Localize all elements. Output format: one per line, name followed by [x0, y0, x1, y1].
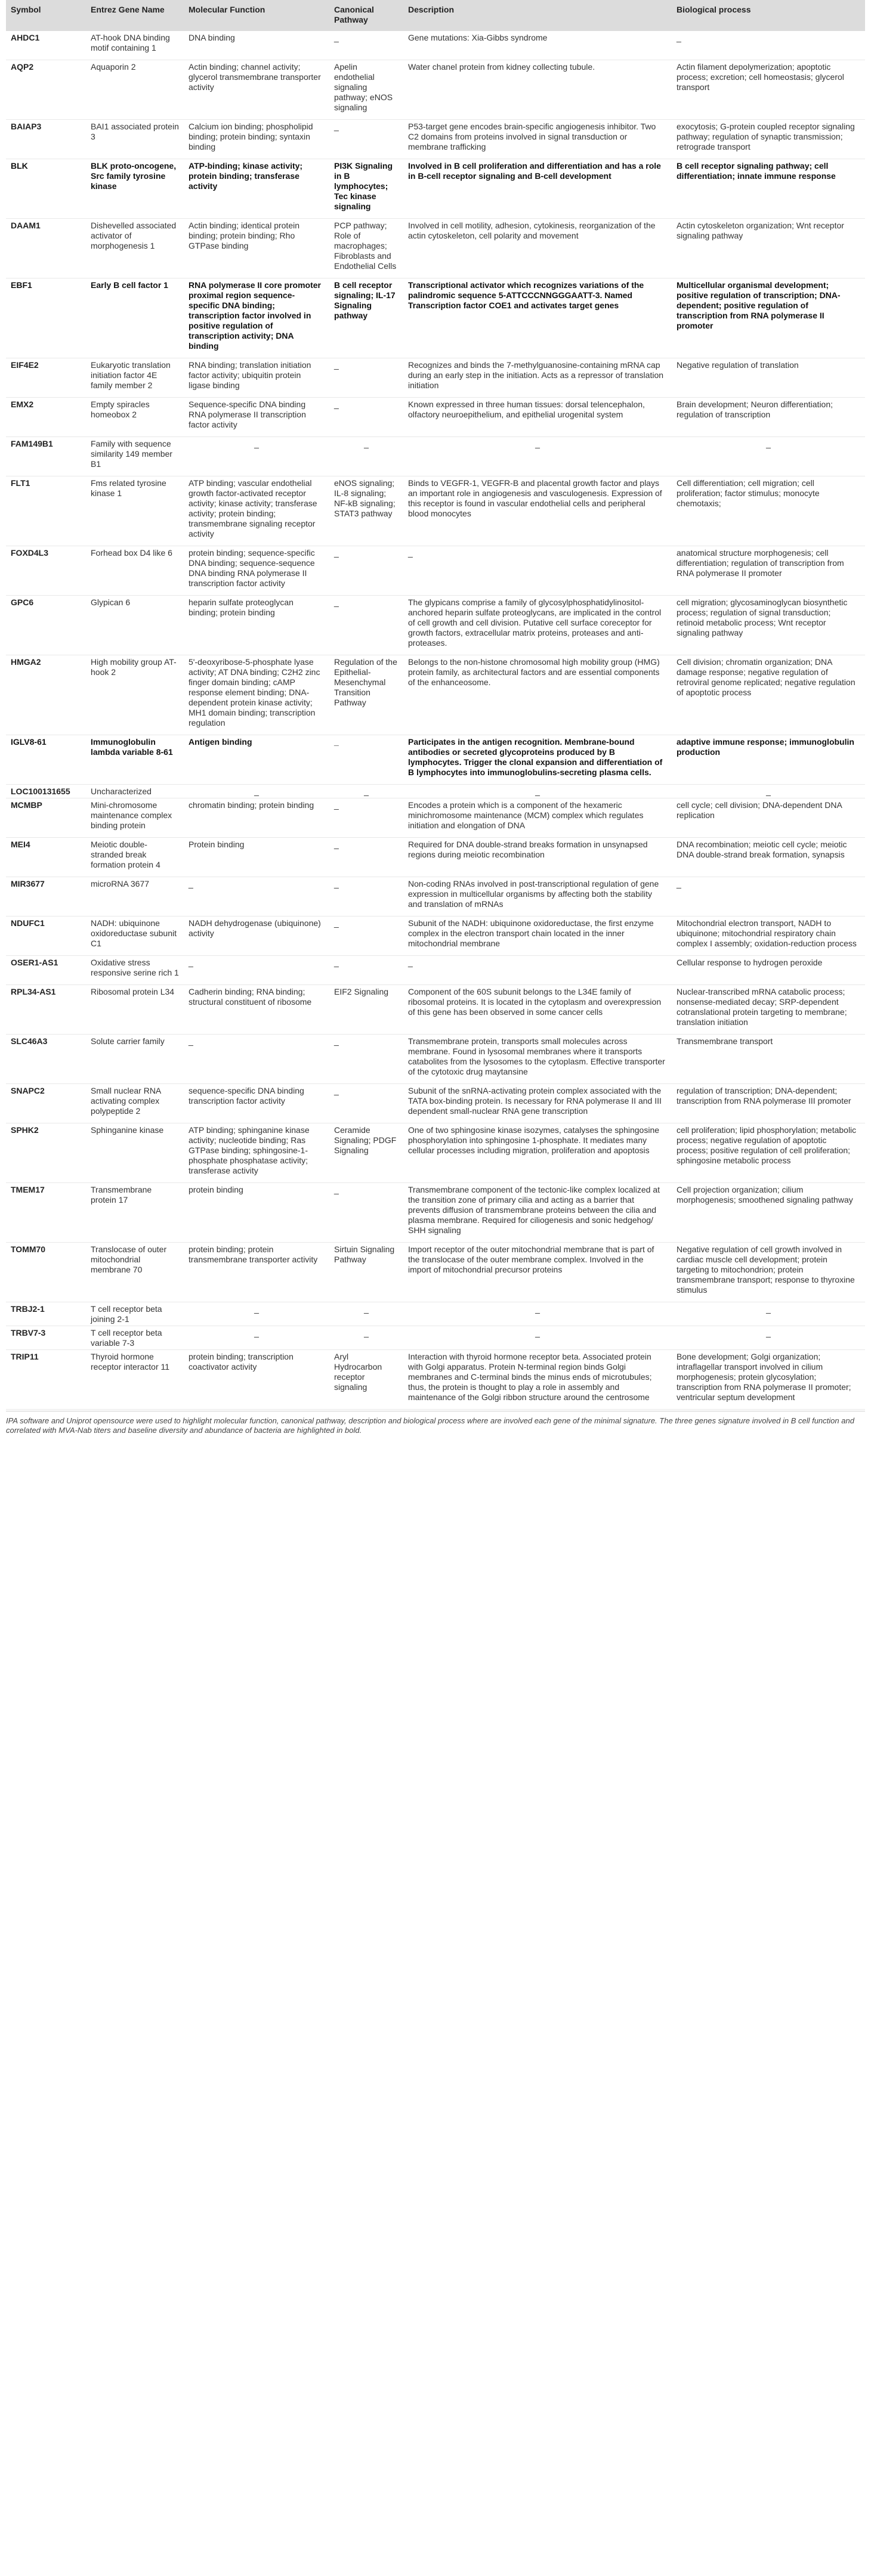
cell-entrez-gene-name: High mobility group AT-hook 2 — [86, 655, 184, 735]
cell-entrez-gene-name: T cell receptor beta joining 2-1 — [86, 1302, 184, 1326]
cell-molecular-function: _ — [184, 877, 329, 917]
cell-symbol: NDUFC1 — [6, 917, 86, 956]
cell-molecular-function: heparin sulfate proteoglycan binding; protein binding — [184, 596, 329, 655]
header-symbol: Symbol — [6, 0, 86, 31]
cell-molecular-function: Cadherin binding; RNA binding; structural constituent of ribosome — [184, 985, 329, 1035]
cell-molecular-function: _ — [184, 1302, 329, 1326]
cell-canonical-pathway: _ — [329, 1326, 403, 1350]
cell-symbol: FOXD4L3 — [6, 546, 86, 596]
cell-entrez-gene-name: Transmembrane protein 17 — [86, 1183, 184, 1243]
cell-molecular-function: _ — [184, 1035, 329, 1084]
table-row — [6, 1350, 865, 1410]
cell-molecular-function: Calcium ion binding; phospholipid binding; protein binding; syntaxin binding — [184, 120, 329, 159]
cell-entrez-gene-name: Oxidative stress responsive serine rich 1 — [86, 956, 184, 985]
cell-entrez-gene-name: Family with sequence similarity 149 member B1 — [86, 437, 184, 476]
cell-molecular-function: Protein binding — [184, 838, 329, 877]
cell-biological-process: Multicellular organismal development; positive regulation of transcription; DNA-dependent; positive regulation of transcription from RNA polymerase II promoter — [672, 278, 865, 358]
cell-description: _ — [403, 956, 672, 985]
gene-annotation-table — [6, 0, 865, 1410]
cell-entrez-gene-name: Small nuclear RNA activating complex polypeptide 2 — [86, 1084, 184, 1123]
cell-entrez-gene-name: Solute carrier family — [86, 1035, 184, 1084]
cell-symbol: SNAPC2 — [6, 1084, 86, 1123]
cell-biological-process: Cellular response to hydrogen peroxide — [672, 956, 865, 985]
cell-biological-process: Nuclear-transcribed mRNA catabolic process; nonsense-mediated decay; SRP-dependent cotranslational protein targeting to membrane; translation initiation — [672, 985, 865, 1035]
table-row — [6, 437, 865, 476]
cell-description: Subunit of the snRNA-activating protein complex associated with the TATA box-binding protein. Is necessary for RNA polymerase II and III dependent small-nuclear RNA gene transcription — [403, 1084, 672, 1123]
cell-canonical-pathway: _ — [329, 1035, 403, 1084]
cell-molecular-function: _ — [184, 1326, 329, 1350]
table-row — [6, 917, 865, 956]
cell-canonical-pathway: _ — [329, 120, 403, 159]
table-row — [6, 1243, 865, 1302]
cell-description: Binds to VEGFR-1, VEGFR-B and placental growth factor and plays an important role in angiogenesis and vasculogenesis. Expression of this receptor is found in vascular endothelial cells and peripheral blood monocytes — [403, 476, 672, 546]
cell-symbol: TOMM70 — [6, 1243, 86, 1302]
cell-symbol: SPHK2 — [6, 1123, 86, 1183]
cell-symbol: LOC100131655 — [6, 785, 86, 798]
cell-description: _ — [403, 1326, 672, 1350]
cell-entrez-gene-name: Uncharacterized — [86, 785, 184, 798]
cell-canonical-pathway: _ — [329, 956, 403, 985]
table-row — [6, 476, 865, 546]
table-row — [6, 877, 865, 917]
cell-description: Encodes a protein which is a component of the hexameric minichromosome maintenance (MCM) complex which regulates initiation and elongation of DNA — [403, 798, 672, 838]
table-row — [6, 546, 865, 596]
cell-symbol: TRIP11 — [6, 1350, 86, 1410]
cell-entrez-gene-name: Meiotic double-stranded break formation protein 4 — [86, 838, 184, 877]
table-body — [6, 31, 865, 1410]
cell-canonical-pathway: PI3K Signaling in B lymphocytes; Tec kinase signaling — [329, 159, 403, 219]
cell-symbol: EMX2 — [6, 398, 86, 437]
cell-molecular-function: ATP binding; sphinganine kinase activity; nucleotide binding; Ras GTPase binding; sphingosine-1-phosphate phosphatase activity; transferase activity — [184, 1123, 329, 1183]
table-row — [6, 838, 865, 877]
cell-biological-process: adaptive immune response; immunoglobulin production — [672, 735, 865, 785]
cell-entrez-gene-name: Fms related tyrosine kinase 1 — [86, 476, 184, 546]
cell-molecular-function: Actin binding; channel activity; glycerol transmembrane transporter activity — [184, 60, 329, 120]
cell-canonical-pathway: _ — [329, 1084, 403, 1123]
cell-description: One of two sphingosine kinase isozymes, catalyses the sphingosine phosphorylation into sphingosine 1-phosphate. It mediates many cellular processes including migration, proliferation and apoptosis — [403, 1123, 672, 1183]
cell-canonical-pathway: _ — [329, 596, 403, 655]
cell-symbol: IGLV8-61 — [6, 735, 86, 785]
cell-biological-process: Mitochondrial electron transport, NADH to ubiquinone; mitochondrial respiratory chain complex I assembly; oxidation-reduction process — [672, 917, 865, 956]
cell-symbol: BLK — [6, 159, 86, 219]
cell-description: Import receptor of the outer mitochondrial membrane that is part of the translocase of the outer membrane complex. Involved in the import of mitochondrial precursor proteins — [403, 1243, 672, 1302]
table-row — [6, 219, 865, 278]
table-row — [6, 798, 865, 838]
cell-molecular-function: Antigen binding — [184, 735, 329, 785]
header-description: Description — [403, 0, 672, 31]
cell-description: Component of the 60S subunit belongs to the L34E family of ribosomal proteins. It is located in the cytoplasm and overexpression of this gene has been observed in some cancer cells — [403, 985, 672, 1035]
cell-molecular-function: sequence-specific DNA binding transcription factor activity — [184, 1084, 329, 1123]
cell-entrez-gene-name: NADH: ubiquinone oxidoreductase subunit C1 — [86, 917, 184, 956]
cell-canonical-pathway: _ — [329, 838, 403, 877]
cell-entrez-gene-name: Mini-chromosome maintenance complex binding protein — [86, 798, 184, 838]
table-row — [6, 159, 865, 219]
cell-entrez-gene-name: BLK proto-oncogene, Src family tyrosine kinase — [86, 159, 184, 219]
cell-molecular-function: Actin binding; identical protein binding; protein binding; Rho GTPase binding — [184, 219, 329, 278]
cell-symbol: OSER1-AS1 — [6, 956, 86, 985]
table-row — [6, 60, 865, 120]
cell-symbol: DAAM1 — [6, 219, 86, 278]
cell-symbol: SLC46A3 — [6, 1035, 86, 1084]
cell-entrez-gene-name: Eukaryotic translation initiation factor 4E family member 2 — [86, 358, 184, 398]
cell-canonical-pathway: Regulation of the Epithelial-Mesenchymal Transition Pathway — [329, 655, 403, 735]
table-row — [6, 1123, 865, 1183]
cell-biological-process: exocytosis; G-protein coupled receptor signaling pathway; regulation of synaptic transmission; retrograde transport — [672, 120, 865, 159]
cell-description: Transmembrane component of the tectonic-like complex localized at the transition zone of primary cilia and acting as a barrier that prevents diffusion of transmembrane proteins between the cilia and plasma membrane. Required for ciliogenesis and sonic hedgehog/ SHH signaling — [403, 1183, 672, 1243]
cell-biological-process: _ — [672, 785, 865, 798]
cell-symbol: AQP2 — [6, 60, 86, 120]
cell-description: _ — [403, 546, 672, 596]
table-row — [6, 1326, 865, 1350]
cell-description: _ — [403, 785, 672, 798]
cell-description: Required for DNA double-strand breaks formation in unsynapsed regions during meiotic recombination — [403, 838, 672, 877]
cell-entrez-gene-name: Sphinganine kinase — [86, 1123, 184, 1183]
cell-description: Involved in B cell proliferation and differentiation and has a role in B-cell receptor signaling and B-cell development — [403, 159, 672, 219]
cell-entrez-gene-name: Immunoglobulin lambda variable 8-61 — [86, 735, 184, 785]
cell-description: Interaction with thyroid hormone receptor beta. Associated protein with Golgi apparatus. Protein N-terminal region binds Golgi membranes and C-terminal binds the minus ends of microtubules; thus, the protein is thought to play a role in assembly and maintenance of the Golgi ribbon structure around the centrosome — [403, 1350, 672, 1410]
cell-canonical-pathway: Aryl Hydrocarbon receptor signaling — [329, 1350, 403, 1410]
cell-biological-process: Brain development; Neuron differentiation; regulation of transcription — [672, 398, 865, 437]
cell-symbol: FAM149B1 — [6, 437, 86, 476]
cell-molecular-function: protein binding; protein transmembrane transporter activity — [184, 1243, 329, 1302]
cell-canonical-pathway: B cell receptor signaling; IL-17 Signaling pathway — [329, 278, 403, 358]
cell-canonical-pathway: _ — [329, 546, 403, 596]
cell-canonical-pathway: _ — [329, 31, 403, 60]
table-header-row — [6, 0, 865, 31]
cell-symbol: EIF4E2 — [6, 358, 86, 398]
cell-entrez-gene-name: Dishevelled associated activator of morphogenesis 1 — [86, 219, 184, 278]
cell-canonical-pathway: Sirtuin Signaling Pathway — [329, 1243, 403, 1302]
table-footnote: IPA software and Uniprot opensource were used to highlight molecular function, canonical pathway, description and biological process where are involved each gene of the minimal signature. The three genes signature involved in B cell function and correlated with MVA-Nab titers and baseline diversity and abundance of bacteria are highlighted in bold. — [6, 1411, 865, 1435]
header-entrez-gene-name: Entrez Gene Name — [86, 0, 184, 31]
cell-biological-process: _ — [672, 1326, 865, 1350]
cell-symbol: FLT1 — [6, 476, 86, 546]
table-row — [6, 398, 865, 437]
cell-description: Water chanel protein from kidney collecting tubule. — [403, 60, 672, 120]
cell-biological-process: anatomical structure morphogenesis; cell differentiation; regulation of transcription from RNA polymerase II promoter — [672, 546, 865, 596]
cell-molecular-function: RNA binding; translation initiation factor activity; ubiquitin protein ligase binding — [184, 358, 329, 398]
cell-entrez-gene-name: Early B cell factor 1 — [86, 278, 184, 358]
header-biological-process: Biological process — [672, 0, 865, 31]
cell-canonical-pathway: Ceramide Signaling; PDGF Signaling — [329, 1123, 403, 1183]
cell-description: Involved in cell motility, adhesion, cytokinesis, reorganization of the actin cytoskeleton, cell polarity and movement — [403, 219, 672, 278]
cell-entrez-gene-name: Translocase of outer mitochondrial membrane 70 — [86, 1243, 184, 1302]
cell-description: _ — [403, 1302, 672, 1326]
cell-molecular-function: _ — [184, 437, 329, 476]
cell-symbol: TRBJ2-1 — [6, 1302, 86, 1326]
cell-entrez-gene-name: Empty spiracles homeobox 2 — [86, 398, 184, 437]
cell-description: Belongs to the non-histone chromosomal high mobility group (HMG) protein family, as architectural factors and are essential components of the enhanceosome. — [403, 655, 672, 735]
cell-molecular-function: DNA binding — [184, 31, 329, 60]
cell-description: Recognizes and binds the 7-methylguanosine-containing mRNA cap during an early step in the initiation. Acts as a repressor of translation initiation — [403, 358, 672, 398]
cell-canonical-pathway: PCP pathway; Role of macrophages; Fibroblasts and Endothelial Cells — [329, 219, 403, 278]
cell-molecular-function: _ — [184, 785, 329, 798]
cell-biological-process: Cell differentiation; cell migration; cell proliferation; factor stimulus; monocyte chemotaxis; — [672, 476, 865, 546]
cell-biological-process: _ — [672, 437, 865, 476]
header-molecular-function: Molecular Function — [184, 0, 329, 31]
cell-description: Participates in the antigen recognition. Membrane-bound antibodies or secreted glycoproteins produced by B lymphocytes. Trigger the clonal expansion and differentiation of B lymphocytes into immunoglobulins-secreting plasma cells. — [403, 735, 672, 785]
header-canonical-pathway: Canonical Pathway — [329, 0, 403, 31]
cell-entrez-gene-name: T cell receptor beta variable 7-3 — [86, 1326, 184, 1350]
cell-canonical-pathway: _ — [329, 1302, 403, 1326]
cell-canonical-pathway: _ — [329, 437, 403, 476]
cell-description: Subunit of the NADH: ubiquinone oxidoreductase, the first enzyme complex in the electron transport chain located in the inner mitochondrial membrane — [403, 917, 672, 956]
cell-molecular-function: RNA polymerase II core promoter proximal region sequence-specific DNA binding; transcription factor involved in positive regulation of transcription activity; DNA binding — [184, 278, 329, 358]
cell-canonical-pathway: Apelin endothelial signaling pathway; eNOS signaling — [329, 60, 403, 120]
cell-canonical-pathway: _ — [329, 798, 403, 838]
table-row — [6, 655, 865, 735]
cell-symbol: TRBV7-3 — [6, 1326, 86, 1350]
cell-biological-process: DNA recombination; meiotic cell cycle; meiotic DNA double-strand break formation, synapsis — [672, 838, 865, 877]
cell-entrez-gene-name: Glypican 6 — [86, 596, 184, 655]
cell-entrez-gene-name: BAI1 associated protein 3 — [86, 120, 184, 159]
cell-description: Transcriptional activator which recognizes variations of the palindromic sequence 5-ATTCCCNNGGGAATT-3. Named Transcription factor COE1 and activates target genes — [403, 278, 672, 358]
cell-biological-process: B cell receptor signaling pathway; cell differentiation; innate immune response — [672, 159, 865, 219]
cell-symbol: TMEM17 — [6, 1183, 86, 1243]
cell-description: The glypicans comprise a family of glycosylphosphatidylinositol-anchored heparin sulfate proteoglycans, are implicated in the control of cell growth and cell division. Putative cell surface coreceptor for growth factors, extracellular matrix proteins, proteases and anti-proteases. — [403, 596, 672, 655]
table-row — [6, 596, 865, 655]
table-row — [6, 31, 865, 60]
cell-canonical-pathway: EIF2 Signaling — [329, 985, 403, 1035]
table-row — [6, 785, 865, 798]
cell-molecular-function: protein binding; transcription coactivator activity — [184, 1350, 329, 1410]
cell-symbol: GPC6 — [6, 596, 86, 655]
cell-molecular-function: protein binding — [184, 1183, 329, 1243]
table-row — [6, 358, 865, 398]
table-row — [6, 1084, 865, 1123]
cell-entrez-gene-name: Aquaporin 2 — [86, 60, 184, 120]
cell-canonical-pathway: eNOS signaling; IL-8 signaling; NF-kB signaling; STAT3 pathway — [329, 476, 403, 546]
cell-biological-process: Actin filament depolymerization; apoptotic process; excretion; cell homeostasis; glycerol transport — [672, 60, 865, 120]
table-row — [6, 1302, 865, 1326]
cell-description: Non-coding RNAs involved in post-transcriptional regulation of gene expression in multicellular organisms by affecting both the stability and translation of mRNAs — [403, 877, 672, 917]
cell-symbol: MCMBP — [6, 798, 86, 838]
cell-canonical-pathway: _ — [329, 398, 403, 437]
cell-biological-process: Negative regulation of cell growth involved in cardiac muscle cell development; protein targeting to mitochondrion; protein transmembrane transport; response to thyroxine stimulus — [672, 1243, 865, 1302]
cell-biological-process: _ — [672, 877, 865, 917]
cell-molecular-function: 5'-deoxyribose-5-phosphate lyase activity; AT DNA binding; C2H2 zinc finger domain binding; cAMP response element binding; DNA-dependent protein kinase activity; MH1 domain binding; transcription regulation — [184, 655, 329, 735]
cell-entrez-gene-name: Forhead box D4 like 6 — [86, 546, 184, 596]
cell-symbol: MIR3677 — [6, 877, 86, 917]
cell-description: P53-target gene encodes brain-specific angiogenesis inhibitor. Two C2 domains from proteins involved in signal transduction or membrane trafficking — [403, 120, 672, 159]
cell-entrez-gene-name: microRNA 3677 — [86, 877, 184, 917]
cell-canonical-pathway: _ — [329, 785, 403, 798]
cell-biological-process: Cell division; chromatin organization; DNA damage response; negative regulation of retroviral genome replicated; negative regulation of apoptotic process — [672, 655, 865, 735]
cell-canonical-pathway: _ — [329, 358, 403, 398]
cell-symbol: EBF1 — [6, 278, 86, 358]
cell-biological-process: regulation of transcription; DNA-dependent; transcription from RNA polymerase III promoter — [672, 1084, 865, 1123]
cell-molecular-function: _ — [184, 956, 329, 985]
table-row — [6, 1035, 865, 1084]
cell-molecular-function: NADH dehydrogenase (ubiquinone) activity — [184, 917, 329, 956]
cell-molecular-function: protein binding; sequence-specific DNA binding; sequence-sequence DNA binding RNA polymerase II transcription factor activity — [184, 546, 329, 596]
cell-biological-process: Cell projection organization; cilium morphogenesis; smoothened signaling pathway — [672, 1183, 865, 1243]
cell-description: Gene mutations: Xia-Gibbs syndrome — [403, 31, 672, 60]
cell-biological-process: Negative regulation of translation — [672, 358, 865, 398]
table-row — [6, 278, 865, 358]
cell-canonical-pathway: _ — [329, 877, 403, 917]
cell-symbol: BAIAP3 — [6, 120, 86, 159]
table-row — [6, 956, 865, 985]
cell-biological-process: _ — [672, 31, 865, 60]
cell-symbol: RPL34-AS1 — [6, 985, 86, 1035]
cell-entrez-gene-name: Thyroid hormone receptor interactor 11 — [86, 1350, 184, 1410]
table-row — [6, 985, 865, 1035]
cell-biological-process: _ — [672, 1302, 865, 1326]
cell-biological-process: Actin cytoskeleton organization; Wnt receptor signaling pathway — [672, 219, 865, 278]
cell-molecular-function: chromatin binding; protein binding — [184, 798, 329, 838]
cell-biological-process: cell cycle; cell division; DNA-dependent DNA replication — [672, 798, 865, 838]
cell-canonical-pathway: _ — [329, 917, 403, 956]
cell-symbol: HMGA2 — [6, 655, 86, 735]
cell-biological-process: Bone development; Golgi organization; intraflagellar transport involved in cilium morphogenesis; protein glycosylation; transcription from RNA polymerase II promoter; ventricular septum development — [672, 1350, 865, 1410]
cell-molecular-function: ATP-binding; kinase activity; protein binding; transferase activity — [184, 159, 329, 219]
cell-molecular-function: Sequence-specific DNA binding RNA polymerase II transcription factor activity — [184, 398, 329, 437]
cell-biological-process: Transmembrane transport — [672, 1035, 865, 1084]
table-row — [6, 120, 865, 159]
table-row — [6, 735, 865, 785]
cell-description: _ — [403, 437, 672, 476]
cell-entrez-gene-name: Ribosomal protein L34 — [86, 985, 184, 1035]
cell-biological-process: cell migration; glycosaminoglycan biosynthetic process; regulation of signal transduction; retinoid metabolic process; Wnt receptor signaling pathway — [672, 596, 865, 655]
table-row — [6, 1183, 865, 1243]
cell-symbol: AHDC1 — [6, 31, 86, 60]
cell-canonical-pathway: _ — [329, 1183, 403, 1243]
cell-molecular-function: ATP binding; vascular endothelial growth factor-activated receptor activity; kinase activity; transferase activity; protein binding; transmembrane signaling receptor activity — [184, 476, 329, 546]
cell-description: Transmembrane protein, transports small molecules across membrane. Found in lysosomal membranes where it transports catabolites from the lysosomes to the cytoplasm. Effective transporter of the cytotoxic drug maytansine — [403, 1035, 672, 1084]
document-page — [6, 0, 865, 1435]
cell-biological-process: cell proliferation; lipid phosphorylation; metabolic process; negative regulation of apoptotic process; positive regulation of cell proliferation; sphingosine metabolic process — [672, 1123, 865, 1183]
cell-symbol: MEI4 — [6, 838, 86, 877]
cell-description: Known expressed in three human tissues: dorsal telencephalon, olfactory neuroepithelium, and epithelial urogenital system — [403, 398, 672, 437]
cell-entrez-gene-name: AT-hook DNA binding motif containing 1 — [86, 31, 184, 60]
cell-canonical-pathway: _ — [329, 735, 403, 785]
